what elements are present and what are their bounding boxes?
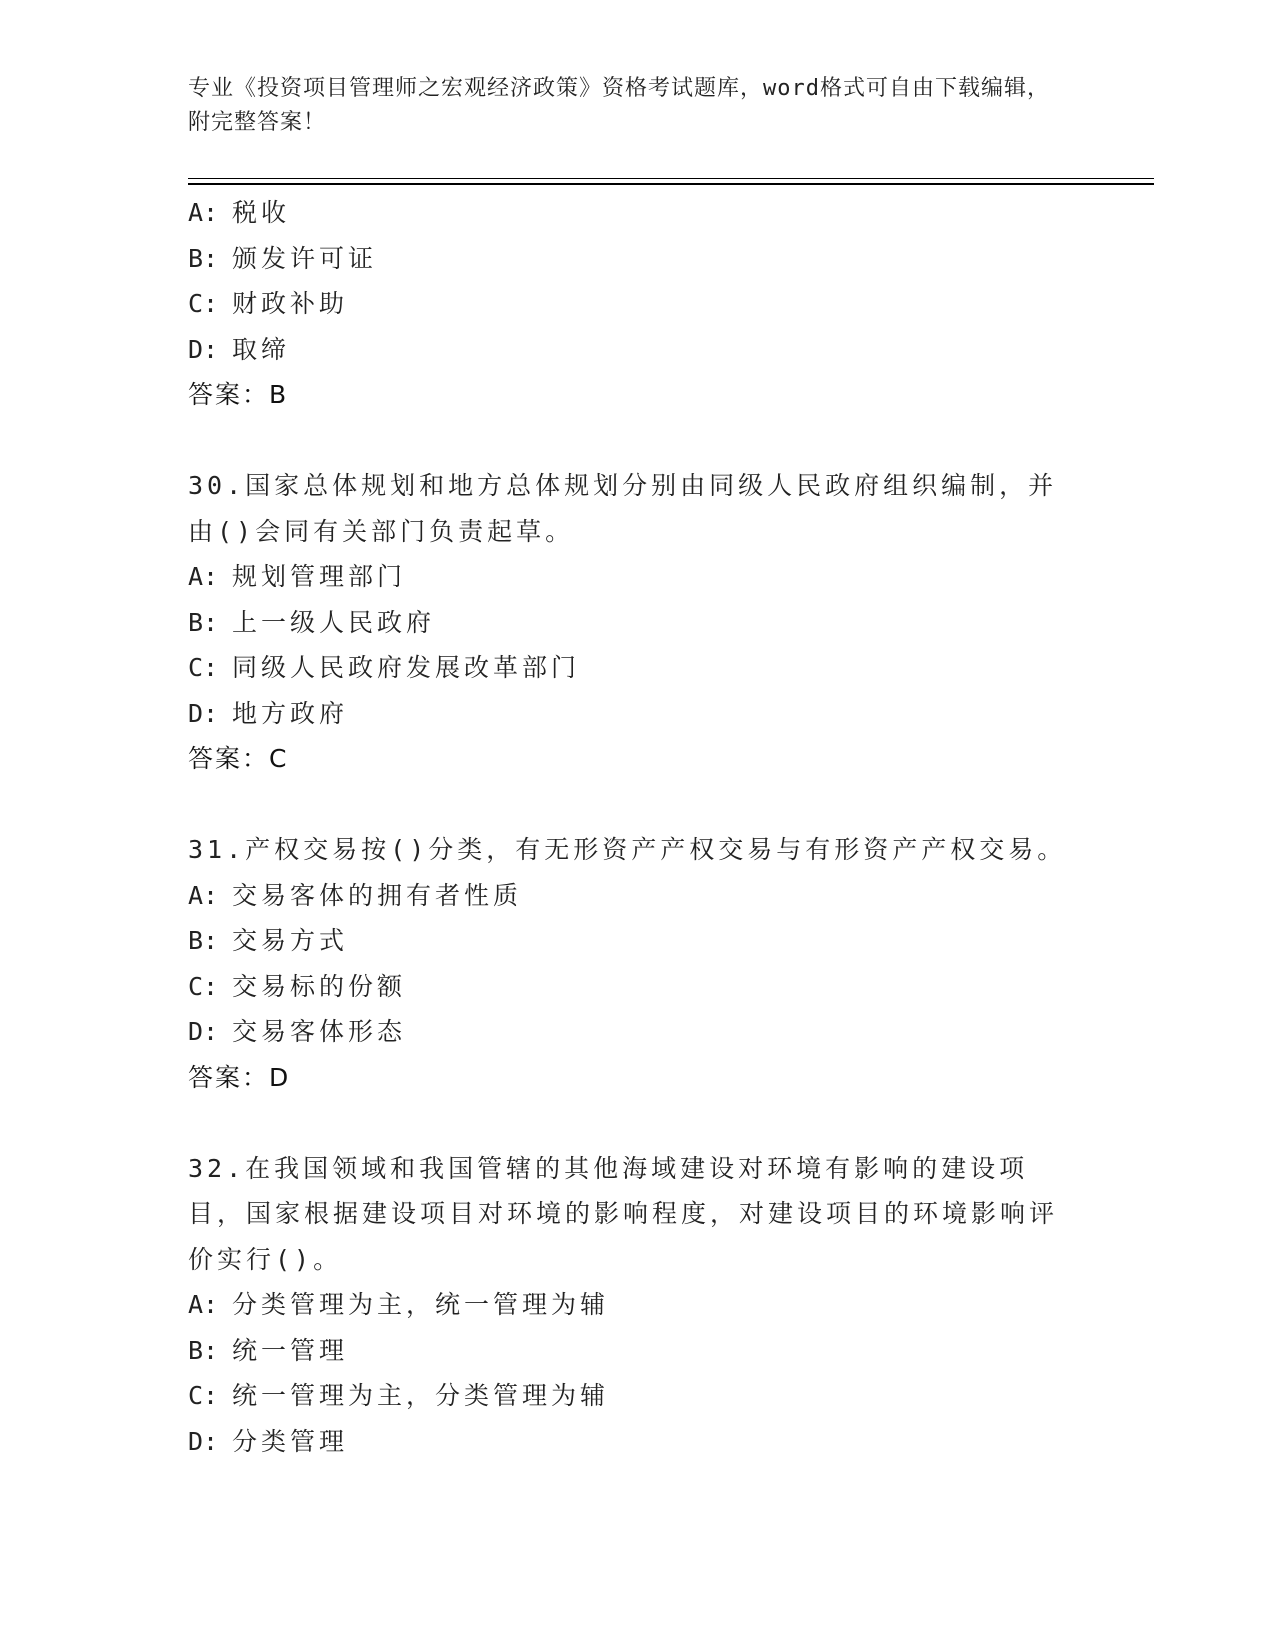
question-29 [188, 190, 1088, 418]
option-a: A: 规划管理部门 [188, 562, 407, 591]
question-32 [188, 1146, 1088, 1465]
option-c: C: 同级人民政府发展改革部门 [188, 653, 581, 682]
question-30 [188, 463, 1088, 782]
option-c: C: 交易标的份额 [188, 971, 407, 1001]
answer-31: 答案：D [188, 1062, 291, 1092]
option-b: B: 上一级人民政府 [188, 607, 436, 637]
header-rule-thin [188, 178, 1154, 179]
answer-29: 答案：B [188, 380, 289, 409]
option-c: C: 统一管理为主，分类管理为辅 [188, 1381, 610, 1410]
question-text: 31.产权交易按()分类，有无形资产产权交易与有形资产产权交易。 [188, 835, 1067, 864]
answer-30: 答案：C [188, 744, 289, 773]
option-d: D: 交易客体形态 [188, 1017, 407, 1046]
option-a: A: 交易客体的拥有者性质 [188, 880, 523, 910]
question-text: 32.在我国领域和我国管辖的其他海域建设对环境有影响的建设项目，国家根据建设项目对环境的影响程度，对建设项目的环境影响评价实行()。 [188, 1153, 1059, 1274]
option-a: A: 分类管理为主，统一管理为辅 [188, 1290, 610, 1319]
question-text: 30.国家总体规划和地方总体规划分别由同级人民政府组织编制，并由()会同有关部门负责起草。 [188, 471, 1058, 546]
option-b: B: 颁发许可证 [188, 243, 378, 273]
option-d: D: 地方政府 [188, 698, 349, 728]
option-d: D: 取缔 [188, 334, 291, 364]
question-list [188, 190, 1088, 1464]
document-header: 专业《投资项目管理师之宏观经济政策》资格考试题库，word格式可自由下载编辑，附完整答案！ [188, 76, 1050, 135]
header-rule-thick [188, 183, 1154, 185]
option-a: A: 税收 [188, 198, 291, 227]
question-31 [188, 827, 1088, 1100]
option-c: C: 财政补助 [188, 289, 349, 318]
option-b: B: 统一管理 [188, 1335, 349, 1365]
option-b: B: 交易方式 [188, 926, 349, 955]
option-d: D: 分类管理 [188, 1426, 349, 1456]
